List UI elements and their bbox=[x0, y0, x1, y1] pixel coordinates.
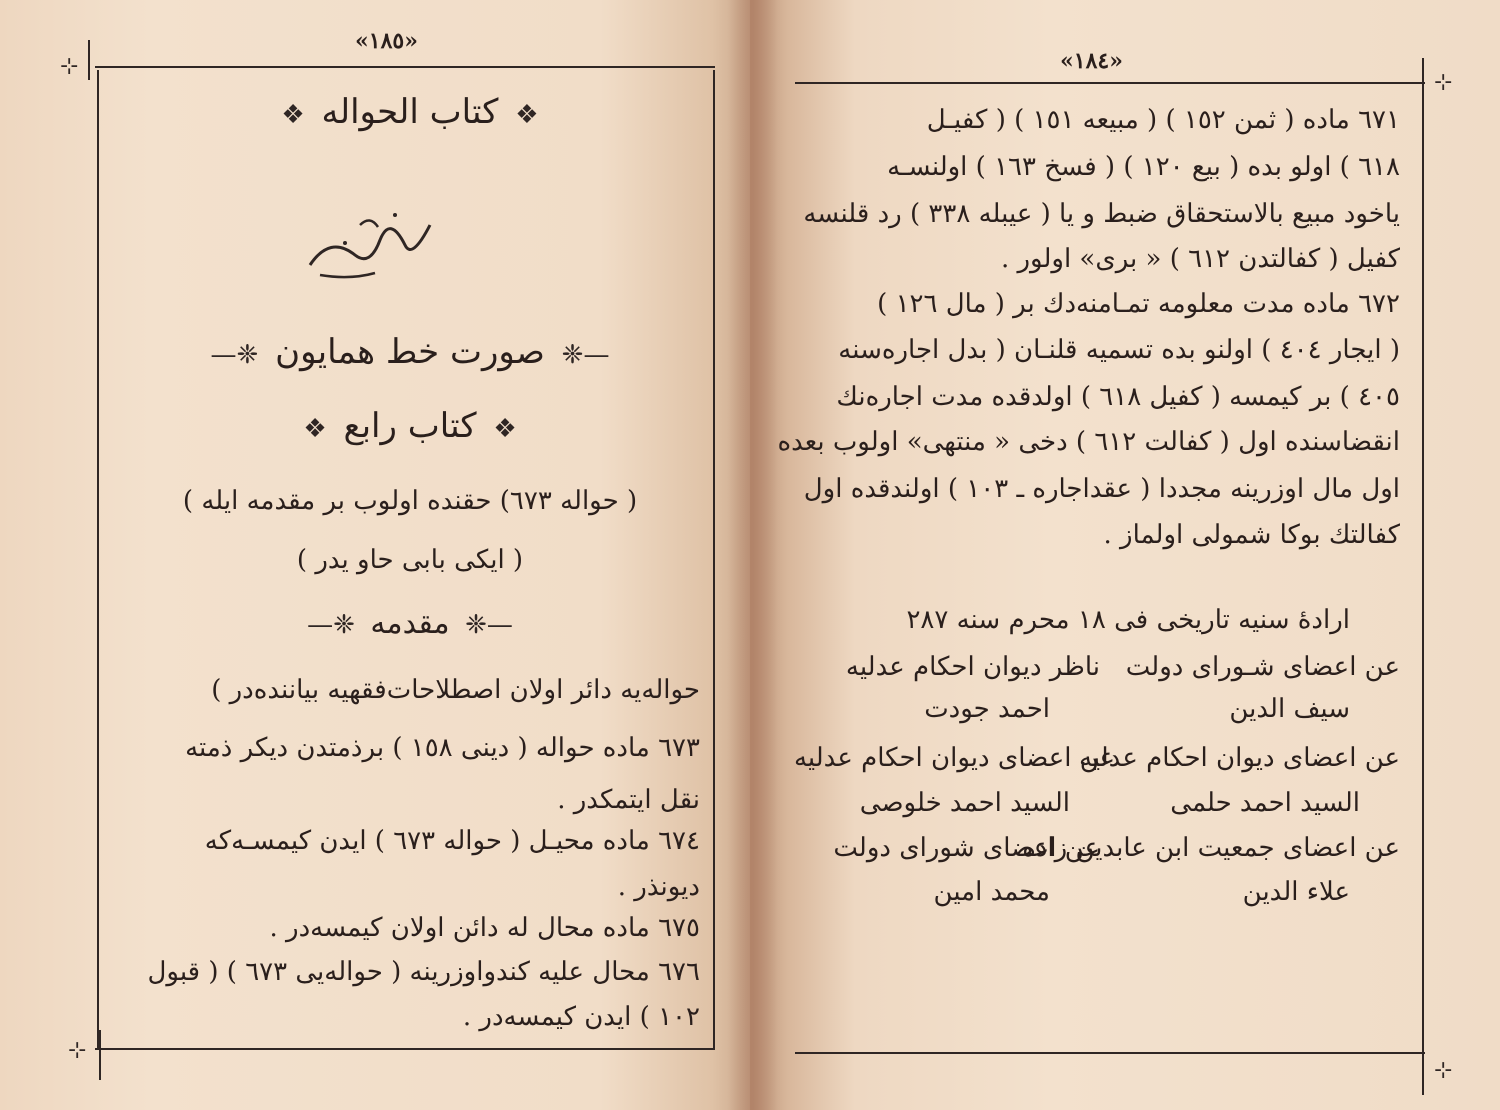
bottom-ornament-line bbox=[1422, 1050, 1424, 1095]
flourish-icon: ❖ bbox=[303, 414, 327, 444]
corner-ornament-icon: ⊹ bbox=[68, 1038, 87, 1063]
flourish-icon: —❈ bbox=[465, 610, 513, 640]
signatory-rank: عن اعضاى ديوان احكام عدليه bbox=[793, 743, 1115, 773]
right-ornament-line bbox=[1422, 58, 1424, 98]
top-rule bbox=[95, 66, 715, 68]
signatory-rank: عن اعضاى شوراى دولت bbox=[833, 833, 1100, 863]
article-line: ٦٧٥ ماده محال له دائن اولان كيمسه‌در . bbox=[269, 913, 700, 943]
book-title: كتاب الحواله bbox=[321, 92, 499, 132]
flourish-icon: ❈— bbox=[210, 340, 259, 370]
section-intro: حواله‌يه دائر اولان اصطلاحات‌فقهيه بياننده‌در ) bbox=[211, 675, 700, 705]
intro-line-2: ( ايكى بابى حاو يدر ) bbox=[296, 545, 524, 575]
article-line: ديونذر . bbox=[617, 872, 700, 902]
bottom-rule-ornament-line bbox=[99, 1030, 101, 1080]
signatory-name: احمد جودت bbox=[924, 694, 1050, 724]
flourish-icon: ❈— bbox=[307, 610, 355, 640]
corner-ornament-icon: ⊹ bbox=[1434, 1058, 1453, 1083]
para-line: ٦٧١ ماده ( ثمن ١٥٢ ) ( مبيعه ١٥١ ) ( كفيـل bbox=[926, 105, 1400, 135]
para-line: ٤٠٥ ) بر كيمسه ( كفيل ٦١٨ ) اولدقده مدت اجاره‌نك bbox=[836, 382, 1400, 412]
article-line: ٦٧٤ ماده محيـل ( حواله ٦٧٣ ) ايدن كيمسـه‌كه bbox=[204, 826, 700, 856]
article-line: ٦٧٦ محال عليه كندواوزرينه ( حواله‌يى ٦٧٣ ) ( قبول bbox=[147, 957, 700, 987]
page-number: «١٨٤» bbox=[1060, 48, 1123, 74]
top-rule-ornament-line bbox=[88, 40, 90, 80]
article-line: نقل ايتمكدر . bbox=[557, 785, 700, 815]
article-line: ٦٧٣ ماده حواله ( دينى ١٥٨ ) برذمتدن ديكر ذمته bbox=[185, 733, 700, 763]
book-four-title-row bbox=[110, 406, 710, 446]
book-title-row bbox=[110, 92, 710, 132]
flourish-icon: —❈ bbox=[561, 340, 610, 370]
corner-ornament-icon: ⊹ bbox=[1434, 70, 1453, 95]
para-line: انقضاسنده اول ( كفالت ٦١٢ ) دخى « منتهى» اولوب بعده bbox=[777, 427, 1400, 457]
right-border bbox=[713, 70, 715, 1048]
section-title: مقدمه bbox=[370, 606, 450, 641]
decree-date: ارادهٔ سنيه تاريخى فى ١٨ محرم سنه ٢٨٧ bbox=[906, 605, 1350, 635]
book-four-title: كتاب رابع bbox=[343, 406, 477, 446]
signatory-name: السيد احمد خلوصى bbox=[859, 788, 1070, 818]
para-line: اول مال اوزرينه مجددا ( عقداجاره ـ ١٠٣ ) اولندقده اول bbox=[803, 474, 1400, 504]
signatory-name: سيف الدين bbox=[1229, 694, 1350, 724]
book-gutter bbox=[728, 0, 778, 1110]
page-number: «١٨٥» bbox=[355, 28, 418, 54]
right-border bbox=[1422, 82, 1424, 1054]
imperial-signature bbox=[300, 195, 440, 285]
para-line: كفالتك بوكا شمولى اولماز . bbox=[1103, 520, 1400, 550]
flourish-icon: ❖ bbox=[493, 414, 517, 444]
right-page bbox=[750, 0, 1500, 1110]
hatt-title-row bbox=[110, 332, 710, 372]
top-rule bbox=[795, 82, 1425, 84]
bottom-rule bbox=[795, 1052, 1425, 1054]
signatory-name: محمد امين bbox=[933, 877, 1050, 907]
left-border bbox=[97, 70, 99, 1048]
signatory-rank: عن اعضاى شـوراى دولت bbox=[1125, 652, 1400, 682]
intro-line-1: ( حواله ٦٧٣) حقنده اولوب بر مقدمه ايله ) bbox=[182, 486, 638, 516]
hatt-title: صورت خط همايون bbox=[275, 332, 545, 372]
corner-ornament-icon: ⊹ bbox=[60, 54, 79, 79]
para-line: ٦٧٢ ماده مدت معلومه تمـامنه‌دك بر ( مال ١٢٦ ) bbox=[877, 289, 1400, 319]
section-title-row bbox=[110, 606, 710, 641]
bottom-rule bbox=[95, 1048, 715, 1050]
para-line: كفيل ( كفالتدن ٦١٢ ) « برى» اولور . bbox=[1000, 244, 1400, 274]
signatory-name: علاء الدين bbox=[1242, 877, 1350, 907]
para-line: ٦١٨ ) اولو بده ( بيع ١٢٠ ) ( فسخ ١٦٣ ) اولنسـه bbox=[887, 152, 1400, 182]
signatory-name: السيد احمد حلمى bbox=[1170, 788, 1360, 818]
flourish-icon: ❖ bbox=[515, 100, 539, 130]
signatory-rank: ناظر ديوان احكام عدليه bbox=[845, 652, 1100, 682]
signatory-rank: عن اعضاى جمعيت ابن عابدين زاده bbox=[1022, 833, 1400, 863]
article-line: ١٠٢ ) ايدن كيمسه‌در . bbox=[462, 1002, 700, 1032]
para-line: ياخود مبيع بالاستحقاق ضبط و يا ( عيبله ٣٣٨ ) رد قلنسه bbox=[803, 199, 1400, 229]
para-line: ( ايجار ٤٠٤ ) اولنو بده تسميه قلنـان ( بدل اجاره‌سنه bbox=[838, 335, 1400, 365]
flourish-icon: ❖ bbox=[281, 100, 305, 130]
signatory-rank: عن اعضاى ديوان احكام عدليه bbox=[1078, 743, 1400, 773]
